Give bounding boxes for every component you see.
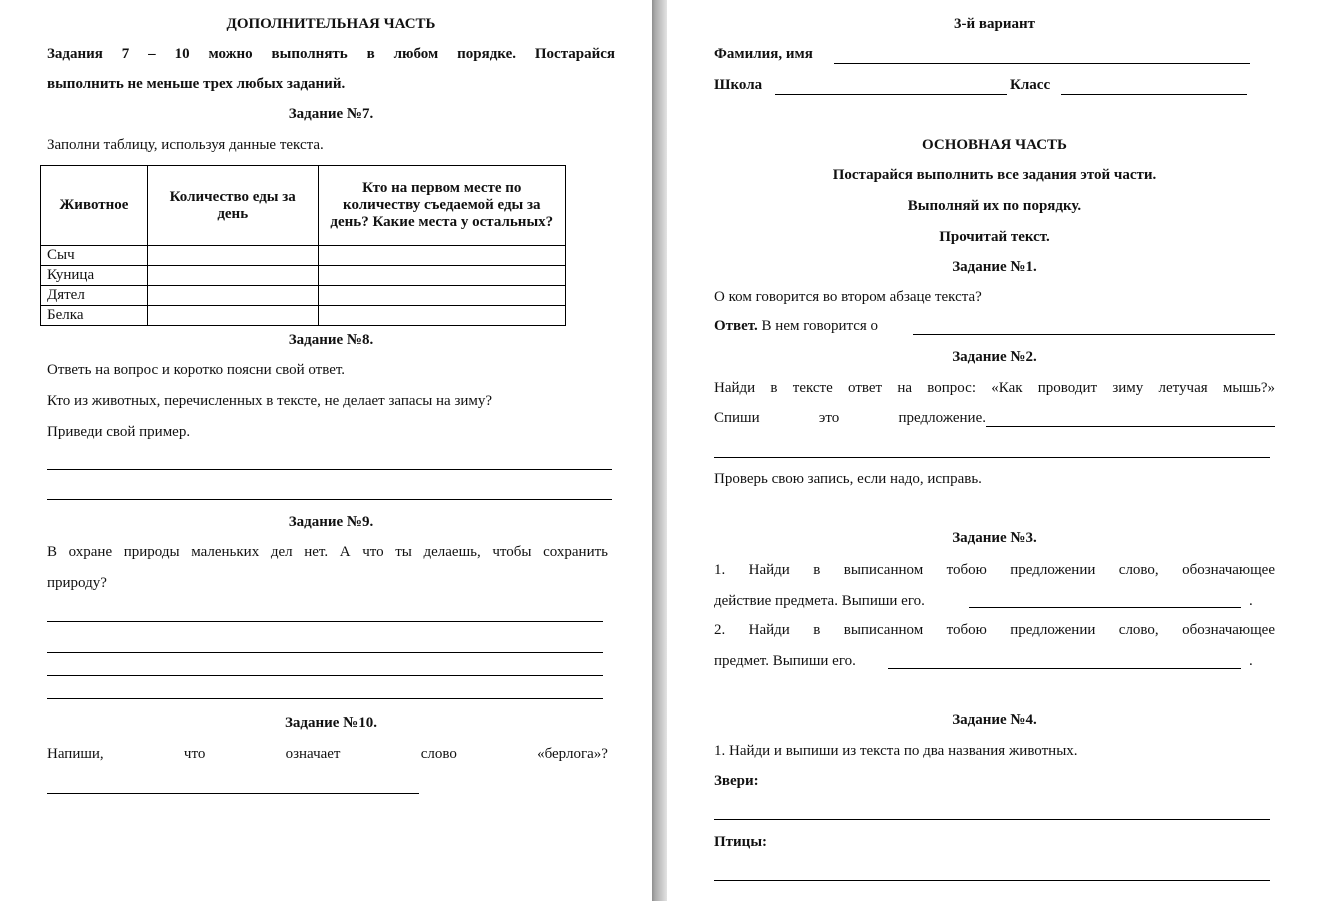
task1-answer-line[interactable] bbox=[913, 334, 1275, 335]
task3-item1-line1: 1. Найди в выписанном тобою предложении слово, обозначающее bbox=[714, 562, 1275, 578]
task10-question bbox=[47, 745, 608, 763]
subtitle-1: Постарайся выполнить все задания этой части. bbox=[832, 167, 1157, 183]
task2-answer-line[interactable] bbox=[714, 457, 1270, 458]
section-title: ДОПОЛНИТЕЛЬНАЯ ЧАСТЬ bbox=[226, 16, 436, 32]
task10-word: слово bbox=[420, 746, 457, 762]
beasts-label: Звери: bbox=[714, 773, 759, 789]
task3-item2-line2: предмет. Выпиши его. bbox=[714, 653, 856, 669]
task7-title: Задание №7. bbox=[288, 106, 374, 122]
task9-answer-line[interactable] bbox=[47, 652, 603, 653]
task7-instruction: Заполни таблицу, используя данные текста. bbox=[47, 137, 324, 153]
intro-line-1: Задания 7 – 10 можно выполнять в любом порядке. Постарайся bbox=[47, 46, 615, 62]
task8-line-1: Ответь на вопрос и коротко поясни свой ответ. bbox=[47, 362, 346, 378]
section-title-main: ОСНОВНАЯ ЧАСТЬ bbox=[922, 137, 1067, 153]
table-row bbox=[41, 286, 566, 306]
table-cell-blank[interactable] bbox=[147, 266, 318, 286]
task3-item2-answer-line[interactable] bbox=[888, 668, 1241, 669]
school-label: Школа bbox=[714, 77, 763, 93]
task3-item1-answer-line[interactable] bbox=[969, 607, 1241, 608]
task2-line-1: Найди в тексте ответ на вопрос: «Как проводит зиму летучая мышь?» bbox=[714, 380, 1275, 396]
table-header-ranking: Кто на первом месте по количеству съедаемой еды за день? Какие места у остальных? bbox=[318, 166, 565, 246]
class-label: Класс bbox=[1010, 77, 1051, 93]
task2-title: Задание №2. bbox=[952, 349, 1037, 365]
task3-item1-dot: . bbox=[1249, 593, 1253, 609]
table-header-food-amount: Количество еды за день bbox=[147, 166, 318, 246]
beasts-answer-line[interactable] bbox=[714, 819, 1270, 820]
task3-item2-line1: 2. Найди в выписанном тобою предложении слово, обозначающее bbox=[714, 622, 1275, 638]
table-cell-blank[interactable] bbox=[318, 266, 565, 286]
table-cell-blank[interactable] bbox=[318, 286, 565, 306]
food-table bbox=[40, 165, 566, 326]
task4-title: Задание №4. bbox=[952, 712, 1037, 728]
name-label: Фамилия, имя bbox=[714, 46, 813, 62]
task1-answer-label: Ответ. bbox=[714, 318, 758, 334]
table-header-row bbox=[41, 166, 566, 246]
variant-title: 3-й вариант bbox=[954, 16, 1035, 32]
task3-title: Задание №3. bbox=[952, 530, 1037, 546]
page-gutter bbox=[652, 0, 667, 901]
task8-line-2: Кто из животных, перечисленных в тексте, не делает запасы на зиму? bbox=[47, 393, 493, 409]
task2-word: предложение. bbox=[898, 410, 986, 426]
task9-title: Задание №9. bbox=[288, 514, 374, 530]
task10-word: «берлога»? bbox=[537, 746, 608, 762]
task2-answer-line[interactable] bbox=[986, 426, 1275, 427]
right-page bbox=[667, 0, 1317, 901]
school-field[interactable] bbox=[775, 94, 1007, 95]
task10-word: означает bbox=[285, 746, 341, 762]
task2-word: Спиши bbox=[714, 410, 760, 426]
task3-item2-dot: . bbox=[1249, 653, 1253, 669]
intro-line-2: выполнить не меньше трех любых заданий. bbox=[47, 76, 346, 92]
birds-answer-line[interactable] bbox=[714, 880, 1270, 881]
task10-word: Напиши, bbox=[47, 746, 104, 762]
task10-answer-line[interactable] bbox=[47, 793, 419, 794]
left-page bbox=[0, 0, 652, 901]
task8-answer-line[interactable] bbox=[47, 469, 612, 470]
table-cell-blank[interactable] bbox=[147, 286, 318, 306]
task8-line-3: Приведи свой пример. bbox=[47, 424, 191, 440]
task1-answer-text: В нем говорится о bbox=[761, 318, 879, 334]
task8-title: Задание №8. bbox=[288, 332, 374, 348]
task9-line-1: В охране природы маленьких дел нет. А что ты делаешь, чтобы сохранить bbox=[47, 544, 608, 560]
table-header-animal: Животное bbox=[41, 166, 148, 246]
task10-title: Задание №10. bbox=[284, 715, 378, 731]
class-field[interactable] bbox=[1061, 94, 1247, 95]
birds-label: Птицы: bbox=[714, 834, 768, 850]
task9-answer-line[interactable] bbox=[47, 621, 603, 622]
task3-item1-line2: действие предмета. Выпиши его. bbox=[714, 593, 925, 609]
task9-line-2: природу? bbox=[47, 575, 107, 591]
subtitle-3: Прочитай текст. bbox=[939, 229, 1050, 245]
task4-item1: 1. Найди и выпиши из текста по два названия животных. bbox=[714, 743, 1078, 759]
task2-word: это bbox=[818, 410, 840, 426]
task8-answer-line[interactable] bbox=[47, 499, 612, 500]
task9-answer-line[interactable] bbox=[47, 698, 603, 699]
table-cell-blank[interactable] bbox=[147, 306, 318, 326]
task9-answer-line[interactable] bbox=[47, 675, 603, 676]
task2-line-3: Проверь свою запись, если надо, исправь. bbox=[714, 471, 982, 487]
table-cell-blank[interactable] bbox=[147, 246, 318, 266]
table-cell-animal: Дятел bbox=[41, 286, 148, 306]
task2-line-2 bbox=[714, 409, 986, 427]
name-field[interactable] bbox=[834, 63, 1250, 64]
table-row bbox=[41, 266, 566, 286]
task1-answer bbox=[714, 317, 878, 335]
table-cell-blank[interactable] bbox=[318, 246, 565, 266]
table-cell-animal: Белка bbox=[41, 306, 148, 326]
table-row bbox=[41, 246, 566, 266]
task10-word: что bbox=[183, 746, 206, 762]
table-cell-blank[interactable] bbox=[318, 306, 565, 326]
task1-question: О ком говорится во втором абзаце текста? bbox=[714, 289, 982, 305]
table-cell-animal: Куница bbox=[41, 266, 148, 286]
table-row bbox=[41, 306, 566, 326]
task1-title: Задание №1. bbox=[952, 259, 1037, 275]
table-cell-animal: Сыч bbox=[41, 246, 148, 266]
subtitle-2: Выполняй их по порядку. bbox=[907, 198, 1082, 214]
